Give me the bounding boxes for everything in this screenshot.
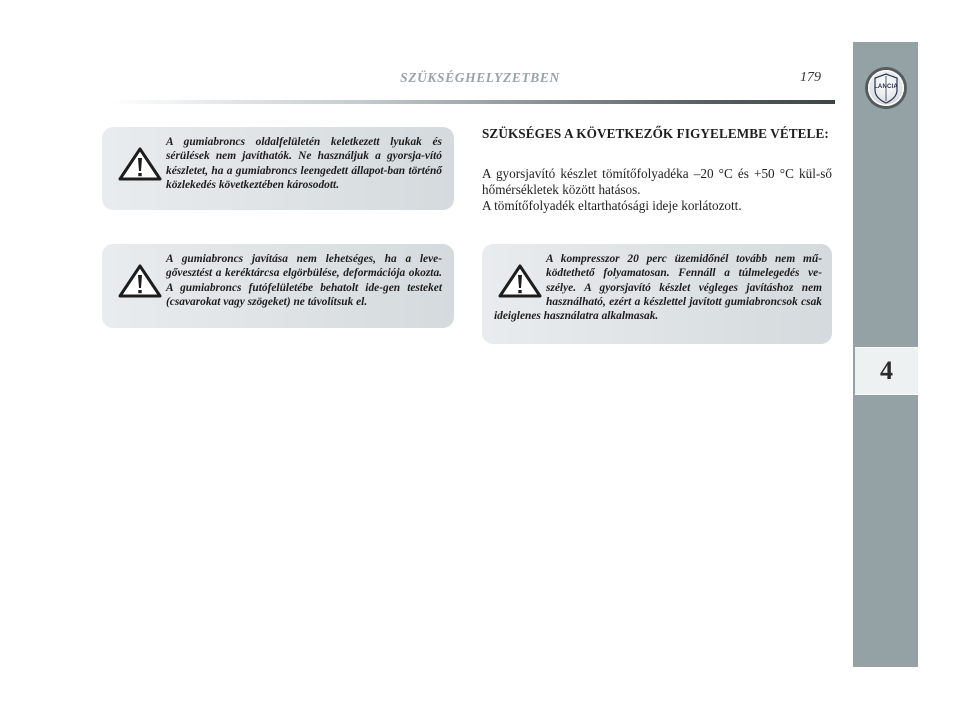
lancia-logo xyxy=(868,70,904,106)
page-number: 179 xyxy=(800,70,821,85)
warning-triangle-icon xyxy=(498,264,542,298)
warning-box-rim-damage xyxy=(102,244,454,328)
running-header-title: SZÜKSÉGHELYZETBEN xyxy=(400,70,560,85)
section-heading: SZÜKSÉGES A KÖVETKEZŐK FIGYELEMBE VÉTELE: xyxy=(482,126,829,141)
warning-box-compressor xyxy=(482,244,832,344)
chapter-number: 4 xyxy=(880,356,893,385)
warning-triangle-icon xyxy=(118,264,162,298)
warning-text: A kompresszor 20 perc üzemidőnél tovább nem mű-ködtethető folyamatosan. Fennáll a túlmelegedés ve-szélye. A gyorsjavító készlet végleges javításhoz nem használható, ezért a készlettel javított gumiabroncsok csak ideiglenes használatra alkalmasak. xyxy=(494,253,822,323)
logo-text: LANCIA xyxy=(874,84,898,90)
warning-text: A gumiabroncs javítása nem lehetséges, ha a leve-gővesztést a keréktárcsa elgörbülése, deformációja okozta. A gumiabroncs futófelületébe behatolt ide-gen testeket (csavarokat vagy szögeket) ne távolítsuk el. xyxy=(166,253,442,308)
warning-triangle-icon xyxy=(118,147,162,181)
chapter-tab[interactable] xyxy=(855,347,918,395)
body-line-2: A tömítőfolyadék eltarthatósági ideje korlátozott. xyxy=(482,198,742,214)
warning-box-sidewall xyxy=(102,127,454,210)
header-divider xyxy=(110,100,835,104)
body-line-1: A gyorsjavító készlet tömítőfolyadéka –20 °C és +50 °C kül-ső hőmérsékletek között hatásos. xyxy=(482,166,832,198)
warning-text: A gumiabroncs oldalfelületén keletkezett lyukak és sérülések nem javíthatók. Ne használjuk a gyorsja-vító készletet, ha a gumiabroncs leengedett állapot-ban történő közlekedés következtében károsodott. xyxy=(166,136,442,191)
section-body xyxy=(482,166,832,215)
